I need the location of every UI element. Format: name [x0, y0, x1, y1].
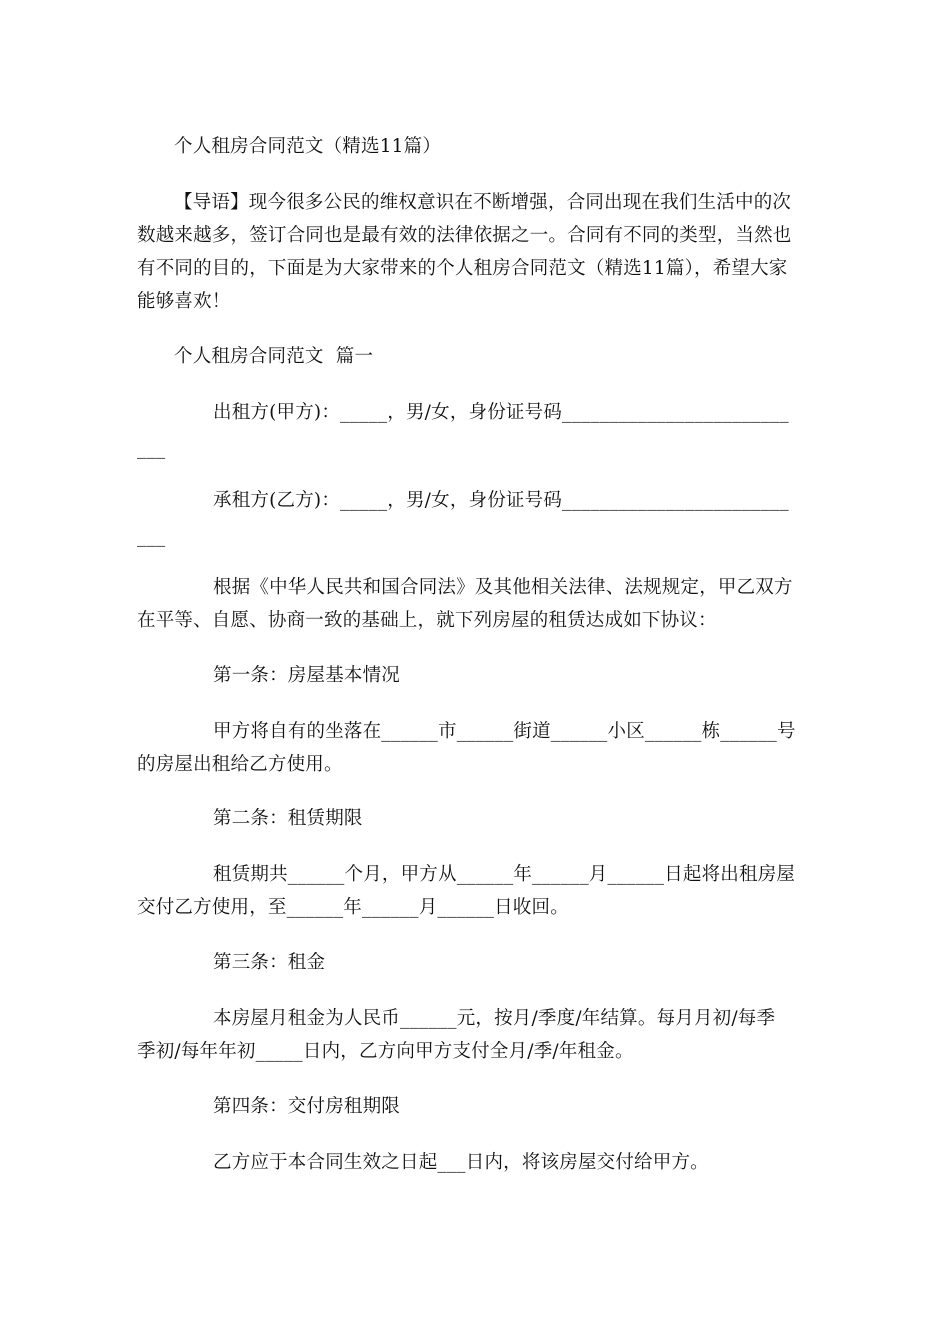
- article-2-line-2: 交付乙方使用，至______年______月______日收回。: [137, 897, 569, 918]
- intro-line-4: 能够喜欢！: [137, 291, 231, 312]
- article-1-heading: 第一条：房屋基本情况: [213, 665, 401, 686]
- article-3-line-1: 本房屋月租金为人民币______元，按月/季度/年结算。每月月初/每季: [213, 1008, 776, 1029]
- article-4-heading: 第四条：交付房租期限: [213, 1096, 401, 1117]
- section-heading: 个人租房合同范文 篇一: [174, 346, 374, 367]
- lessor-line-1: 出租方(甲方)：_____，男/女，身份证号码________________________: [213, 402, 789, 423]
- document-title: 个人租房合同范文（精选11篇）: [174, 136, 442, 157]
- article-3-line-2: 季初/每年年初_____日内，乙方向甲方支付全月/季/年租金。: [137, 1041, 634, 1062]
- intro-line-2: 数越来越多，签订合同也是最有效的法律依据之一。合同有不同的类型，当然也: [137, 225, 792, 246]
- article-3-heading: 第三条：租金: [213, 952, 326, 973]
- lessee-line-1: 承租方(乙方)：_____，男/女，身份证号码________________________: [213, 490, 789, 511]
- lessor-line-2: ___: [137, 438, 166, 459]
- article-2-line-1: 租赁期共______个月，甲方从______年______月______日起将出租房屋: [213, 864, 796, 885]
- basis-line-1: 根据《中华人民共和国合同法》及其他相关法律、法规规定，甲乙双方: [213, 577, 793, 598]
- article-1-line-1: 甲方将自有的坐落在______市______街道______小区______栋______号: [213, 721, 796, 742]
- article-2-heading: 第二条：租赁期限: [213, 808, 363, 829]
- lessee-line-2: ___: [137, 526, 166, 547]
- article-1-line-2: 的房屋出租给乙方使用。: [137, 754, 343, 775]
- article-4-line-1: 乙方应于本合同生效之日起___日内，将该房屋交付给甲方。: [213, 1152, 709, 1173]
- basis-line-2: 在平等、自愿、协商一致的基础上，就下列房屋的租赁达成如下协议：: [137, 610, 717, 631]
- intro-line-1: 【导语】现今很多公民的维权意识在不断增强，合同出现在我们生活中的次: [174, 192, 792, 213]
- intro-line-3: 有不同的目的，下面是为大家带来的个人租房合同范文（精选11篇），希望大家: [137, 258, 788, 279]
